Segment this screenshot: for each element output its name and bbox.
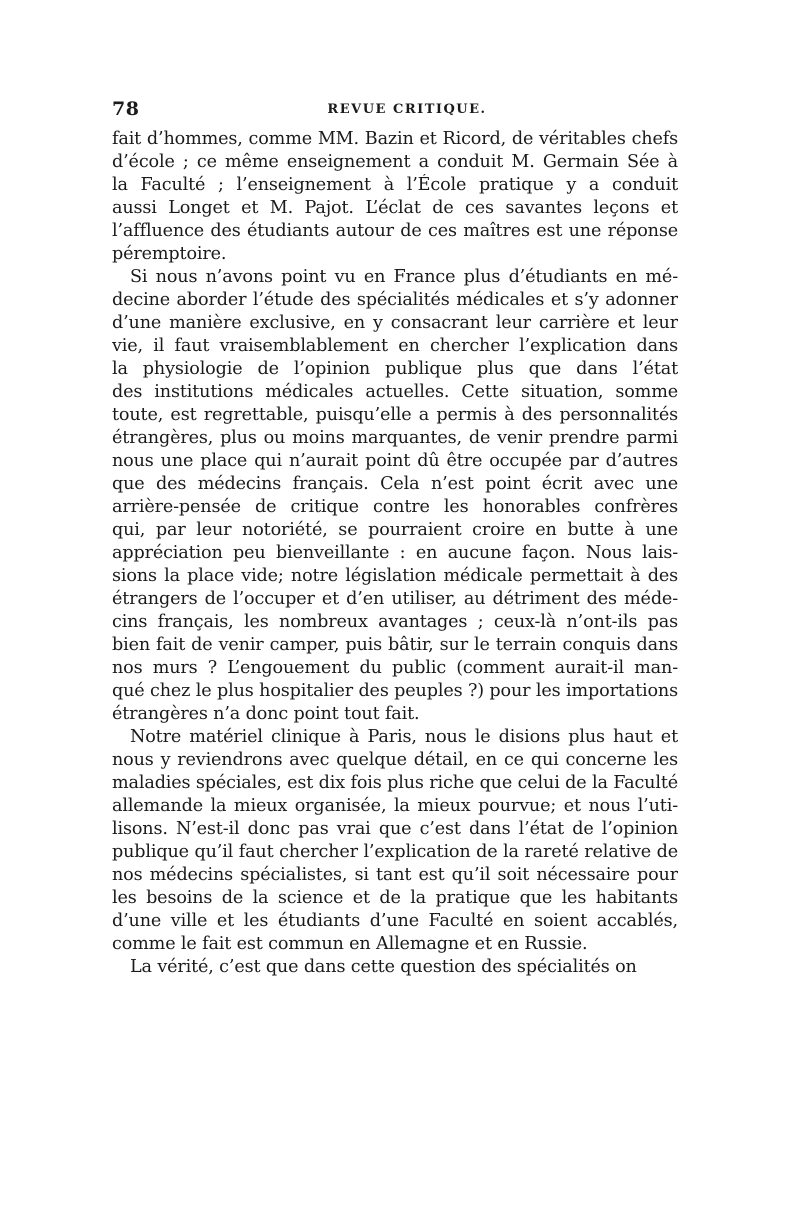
text-line: d’une manière exclusive, en y consacrant leur carrière et leur (112, 313, 678, 333)
text-line: péremptoire. (112, 244, 227, 264)
text-line: Notre matériel clinique à Paris, nous le disions plus haut et (130, 727, 678, 747)
body-text (112, 128, 678, 979)
text-line: d’une ville et les étudiants d’une Faculté en soient accablés, (112, 911, 678, 931)
paragraph (112, 726, 678, 956)
text-line: des institutions médicales actuelles. Cette situation, somme (112, 382, 678, 402)
text-line: cins français, les nombreux avantages ; ceux-là n’ont-ils pas (112, 612, 678, 632)
text-line: toute, est regrettable, puisqu’elle a permis à des personnalités (112, 405, 678, 425)
text-line: la physiologie de l’opinion publique plus que dans l’état (112, 359, 678, 379)
text-line: qui, par leur notoriété, se pourraient croire en butte à une (112, 520, 678, 540)
text-line: appréciation peu bienveillante : en aucune façon. Nous lais- (112, 543, 678, 563)
text-line: arrière-pensée de critique contre les honorables confrères (112, 497, 678, 517)
text-line: nous une place qui n’aurait point dû être occupée par d’autres (112, 451, 678, 471)
text-line: qué chez le plus hospitalier des peuples ?) pour les importations (112, 681, 678, 701)
text-line: les besoins de la science et de la pratique que les habitants (112, 888, 678, 908)
journal-title: REVUE CRITIQUE. (327, 102, 487, 117)
text-line: nos murs ? L’engouement du public (comment aurait-il man- (112, 658, 678, 678)
text-line: que des médecins français. Cela n’est point écrit avec une (112, 474, 678, 494)
text-line: aussi Longet et M. Pajot. L’éclat de ces savantes leçons et (112, 198, 678, 218)
text-line: fait d’hommes, comme MM. Bazin et Ricord, de véritables chefs (112, 129, 678, 149)
text-line: lisons. N’est-il donc pas vrai que c’est dans l’état de l’opinion (112, 819, 678, 839)
text-line: étrangères, plus ou moins marquantes, de venir prendre parmi (112, 428, 678, 448)
text-line: publique qu’il faut chercher l’explication de la rareté relative de (112, 842, 678, 862)
paragraph (112, 266, 678, 726)
text-line: étrangers de l’occuper et d’en utiliser, au détriment des méde- (112, 589, 678, 609)
text-line: étrangères n’a donc point tout fait. (112, 704, 420, 724)
running-head (112, 98, 678, 122)
paragraph (112, 128, 678, 266)
text-line: l’affluence des étudiants autour de ces maîtres est une réponse (112, 221, 678, 241)
page-number: 78 (112, 98, 140, 120)
text-line: nos médecins spécialistes, si tant est qu’il soit nécessaire pour (112, 865, 678, 885)
text-line: vie, il faut vraisemblablement en chercher l’explication dans (112, 336, 678, 356)
text-line: La vérité, c’est que dans cette question des spécialités on (130, 957, 637, 977)
paragraph (112, 956, 678, 979)
text-line: decine aborder l’étude des spécialités médicales et s’y adonner (112, 290, 678, 310)
text-line: allemande la mieux organisée, la mieux pourvue; et nous l’uti- (112, 796, 678, 816)
text-line: d’école ; ce même enseignement a conduit M. Germain Sée à (112, 152, 678, 172)
text-line: nous y reviendrons avec quelque détail, en ce qui concerne les (112, 750, 678, 770)
text-line: bien fait de venir camper, puis bâtir, sur le terrain conquis dans (112, 635, 678, 655)
text-line: sions la place vide; notre législation médicale permettait à des (112, 566, 678, 586)
text-line: comme le fait est commun en Allemagne et en Russie. (112, 934, 588, 954)
text-line: maladies spéciales, est dix fois plus riche que celui de la Faculté (112, 773, 678, 793)
text-line: la Faculté ; l’enseignement à l’École pratique y a conduit (112, 175, 678, 195)
text-line: Si nous n’avons point vu en France plus d’étudiants en mé- (130, 267, 678, 287)
